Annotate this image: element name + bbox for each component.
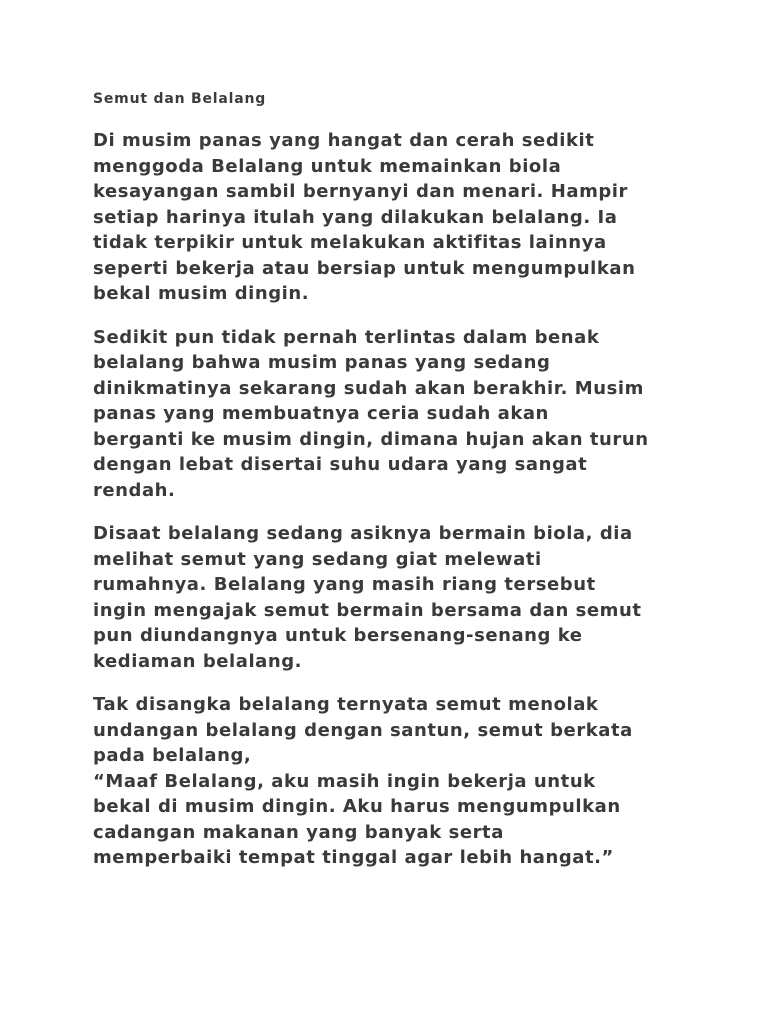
text-line: seperti bekerja atau bersiap untuk mengumpulkan (93, 257, 636, 279)
text-line: setiap harinya itulah yang dilakukan belalang. Ia (93, 206, 618, 228)
document-body (93, 128, 733, 889)
text-line: bekal di musim dingin. Aku harus mengumpulkan (93, 796, 621, 817)
text-line: dengan lebat disertai suhu udara yang sangat (93, 454, 588, 475)
text-line: belalang bahwa musim panas yang sedang (93, 352, 551, 373)
text-line: rendah. (93, 479, 176, 501)
text-line: bekal musim dingin. (93, 283, 310, 304)
text-line: panas yang membuatnya ceria sudah akan (93, 403, 549, 424)
text-line: kediaman belalang. (93, 650, 303, 672)
text-line: tidak terpikir untuk melakukan aktifitas lainnya (93, 232, 607, 253)
text-line: pada belalang, (93, 745, 252, 766)
paragraph-2 (93, 325, 733, 504)
text-line: memperbaiki tempat tinggal agar lebih hangat.” (93, 847, 614, 868)
text-line: cadangan makanan yang banyak serta (93, 821, 504, 843)
text-line: Disaat belalang sedang asiknya bermain biola, dia (93, 523, 633, 544)
text-line: Sedikit pun tidak pernah terlintas dalam benak (93, 326, 600, 348)
text-line: undangan belalang dengan santun, semut berkata (93, 719, 633, 741)
document-title: Semut dan Belalang (93, 91, 267, 107)
text-line: menggoda Belalang untuk memainkan biola (93, 155, 562, 177)
text-line: kesayangan sambil bernyanyi dan menari. Hampir (93, 181, 628, 202)
text-line: “Maaf Belalang, aku masih ingin bekerja untuk (93, 770, 596, 792)
paragraph-4 (93, 692, 733, 871)
text-line: ingin mengajak semut bermain bersama dan semut (93, 599, 642, 621)
text-line: Di musim panas yang hangat dan cerah sedikit (93, 130, 595, 151)
text-line: berganti ke musim dingin, dimana hujan akan turun (93, 428, 649, 450)
text-line: melihat semut yang sedang giat melewati (93, 548, 542, 570)
text-line: dinikmatinya sekarang sudah akan berakhir. Musim (93, 377, 644, 399)
text-line: Tak disangka belalang ternyata semut menolak (93, 694, 599, 715)
text-line: rumahnya. Belalang yang masih riang tersebut (93, 574, 596, 595)
text-line: pun diundangnya untuk bersenang-senang ke (93, 625, 583, 646)
paragraph-3 (93, 521, 733, 674)
paragraph-1 (93, 128, 733, 307)
